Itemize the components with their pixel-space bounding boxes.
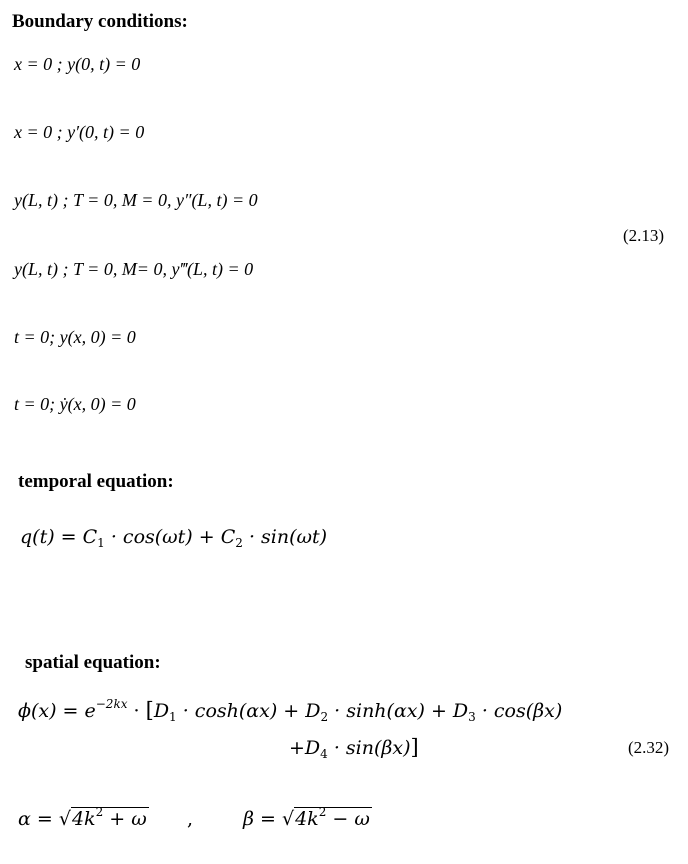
boundary-condition-1: x = 0 ; y(0, t) = 0 <box>14 54 141 74</box>
alpha-definition: $\alpha = √4k^2 + \omega$ <box>18 805 147 830</box>
boundary-condition-2: x = 0 ; y′(0, t) = 0 <box>14 122 145 142</box>
boundary-conditions-heading: Boundary conditions: <box>12 11 188 32</box>
spatial-equation-heading: spatial equation: <box>25 652 161 673</box>
equation-number-boundary: (2.13) <box>623 226 665 245</box>
temporal-equation: $q(t) = C_1 \cdot \cos(\omega t) + C_2 \cdot \sin(\omega t)$ <box>20 526 328 550</box>
temporal-equation-heading: temporal equation: <box>18 471 174 492</box>
boundary-condition-3: y(L, t) ; T = 0, M = 0, y″(L, t) = 0 <box>14 190 258 210</box>
boundary-condition-5: t = 0; y(x, 0) = 0 <box>14 327 136 347</box>
beta-definition: $\beta = √4k^2 - \omega$ <box>243 805 370 830</box>
equation-number-spatial: (2.32) <box>628 738 670 757</box>
parameter-separator: , <box>187 808 194 830</box>
spatial-equation-line-1: $\phi(x) = e^{-2kx} \cdot [D_1 \cdot \cosh(\alpha x) + D_2 \cdot \sinh(\alpha x) + D_3 \cdot \cos(\beta x)$ <box>18 697 563 724</box>
spatial-equation-line-2: $+D_4 \cdot \sin(\beta x)$] <box>289 735 419 761</box>
boundary-condition-4: y(L, t) ; T = 0, M= 0, y‴(L, t) = 0 <box>14 259 254 279</box>
boundary-condition-6: t = 0; ẏ(x, 0) = 0 <box>14 394 136 414</box>
